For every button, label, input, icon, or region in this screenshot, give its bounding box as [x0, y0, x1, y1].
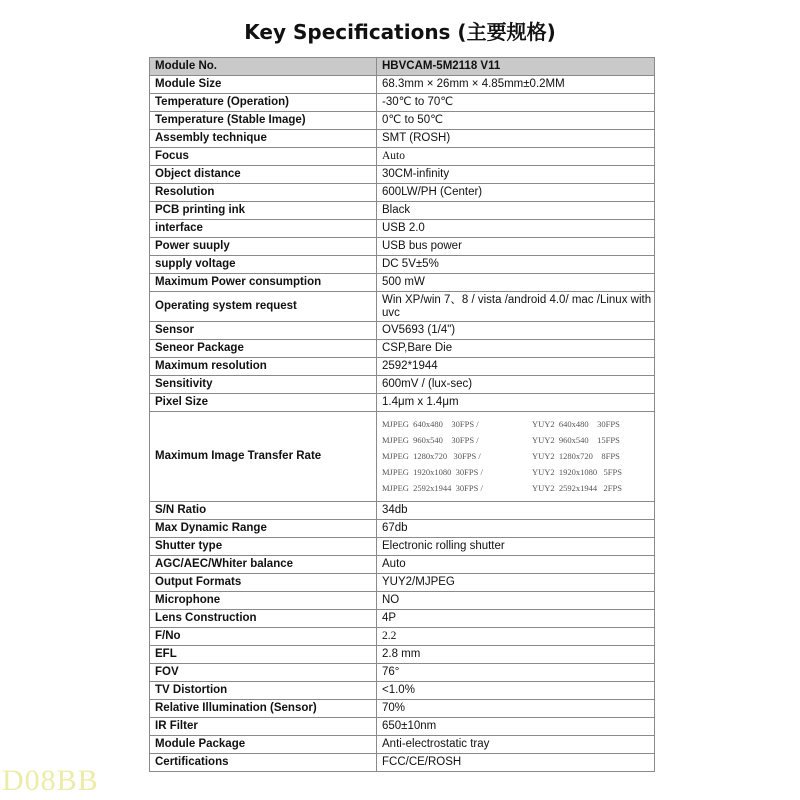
spec-label: Sensor [150, 322, 377, 340]
spec-row-agc-aec [150, 556, 655, 574]
spec-value: 2.8 mm [377, 646, 655, 664]
spec-value: NO [377, 592, 655, 610]
spec-row-sensor [150, 322, 655, 340]
spec-value: Win XP/win 7、8 / vista /android 4.0/ mac /Linux with uvc [377, 292, 655, 322]
rate-mjpeg: MJPEG 2592x1944 30FPS / [382, 483, 483, 493]
spec-label: AGC/AEC/Whiter balance [150, 556, 377, 574]
spec-value: 2592*1944 [377, 358, 655, 376]
rate-mjpeg: MJPEG 1920x1080 30FPS / [382, 467, 483, 477]
spec-label: Lens Construction [150, 610, 377, 628]
spec-label: IR Filter [150, 718, 377, 736]
rate-mjpeg: MJPEG 640x480 30FPS / [382, 419, 479, 429]
spec-label: Relative Illumination (Sensor) [150, 700, 377, 718]
spec-row-interface [150, 220, 655, 238]
spec-row-module-package [150, 736, 655, 754]
rate-mjpeg: MJPEG 1280x720 30FPS / [382, 451, 481, 461]
spec-value: <1.0% [377, 682, 655, 700]
spec-label: Power suuply [150, 238, 377, 256]
spec-label: Certifications [150, 754, 377, 772]
spec-label: Sensitivity [150, 376, 377, 394]
spec-row-os-request [150, 292, 655, 322]
spec-row-relative-illumination [150, 700, 655, 718]
spec-label: Shutter type [150, 538, 377, 556]
spec-row-supply-voltage [150, 256, 655, 274]
page-title: Key Specifications (主要规格) [244, 20, 556, 44]
spec-row-pcb-ink [150, 202, 655, 220]
spec-label: S/N Ratio [150, 502, 377, 520]
spec-label: Operating system request [150, 292, 377, 322]
spec-value: OV5693 (1/4") [377, 322, 655, 340]
spec-row-microphone [150, 592, 655, 610]
spec-value: Auto [377, 148, 655, 166]
spec-value: Auto [377, 556, 655, 574]
spec-value: 2.2 [377, 628, 655, 646]
spec-value: CSP,Bare Die [377, 340, 655, 358]
spec-row-power-consumption [150, 274, 655, 292]
spec-value: 500 mW [377, 274, 655, 292]
spec-value: 76° [377, 664, 655, 682]
spec-row-tv-distortion [150, 682, 655, 700]
spec-value: -30℃ to 70℃ [377, 94, 655, 112]
spec-value: 600LW/PH (Center) [377, 184, 655, 202]
spec-value: DC 5V±5% [377, 256, 655, 274]
spec-row-sn-ratio [150, 502, 655, 520]
spec-label: Temperature (Operation) [150, 94, 377, 112]
spec-value: 67db [377, 520, 655, 538]
spec-label: supply voltage [150, 256, 377, 274]
table-header-row [150, 58, 655, 76]
spec-value: 0℃ to 50℃ [377, 112, 655, 130]
spec-label: Module Size [150, 76, 377, 94]
spec-value: Electronic rolling shutter [377, 538, 655, 556]
module-no-label: Module No. [150, 58, 377, 76]
spec-row-fov [150, 664, 655, 682]
spec-label: Assembly technique [150, 130, 377, 148]
spec-value: YUY2/MJPEG [377, 574, 655, 592]
spec-label: Maximum Image Transfer Rate [150, 412, 377, 502]
spec-row-temp-stable [150, 112, 655, 130]
spec-label: Module Package [150, 736, 377, 754]
spec-value: 30CM-infinity [377, 166, 655, 184]
watermark-text: D08BB [2, 764, 99, 797]
spec-row-f-no [150, 628, 655, 646]
spec-label: Seneor Package [150, 340, 377, 358]
spec-row-focus [150, 148, 655, 166]
spec-label: F/No [150, 628, 377, 646]
rate-yuy2: YUY2 1280x720 8FPS [532, 451, 620, 461]
spec-value: FCC/CE/ROSH [377, 754, 655, 772]
spec-row-assembly [150, 130, 655, 148]
spec-row-object-distance [150, 166, 655, 184]
spec-row-ir-filter [150, 718, 655, 736]
spec-value: USB 2.0 [377, 220, 655, 238]
rate-yuy2: YUY2 2592x1944 2FPS [532, 483, 622, 493]
spec-label: Resolution [150, 184, 377, 202]
spec-row-dynamic-range [150, 520, 655, 538]
rate-yuy2: YUY2 1920x1080 5FPS [532, 467, 622, 477]
module-no-value: HBVCAM-5M2118 V11 [377, 58, 655, 76]
spec-value: Black [377, 202, 655, 220]
transfer-rate-cell [377, 412, 655, 502]
spec-row-pixel-size [150, 394, 655, 412]
spec-label: Maximum Power consumption [150, 274, 377, 292]
spec-row-module-size [150, 76, 655, 94]
spec-row-output-formats [150, 574, 655, 592]
spec-row-efl [150, 646, 655, 664]
spec-label: FOV [150, 664, 377, 682]
rate-yuy2: YUY2 960x540 15FPS [532, 435, 620, 445]
rate-mjpeg: MJPEG 960x540 30FPS / [382, 435, 479, 445]
spec-value: 34db [377, 502, 655, 520]
spec-label: Focus [150, 148, 377, 166]
spec-value: Anti-electrostatic tray [377, 736, 655, 754]
transfer-rate-grid [382, 418, 654, 495]
spec-row-power-supply [150, 238, 655, 256]
spec-value: 1.4μm x 1.4μm [377, 394, 655, 412]
spec-row-resolution [150, 184, 655, 202]
spec-label: Microphone [150, 592, 377, 610]
spec-row-sensitivity [150, 376, 655, 394]
spec-row-max-resolution [150, 358, 655, 376]
spec-row-lens-construction [150, 610, 655, 628]
spec-value: USB bus power [377, 238, 655, 256]
spec-label: Maximum resolution [150, 358, 377, 376]
spec-row-sensor-package [150, 340, 655, 358]
spec-row-certifications [150, 754, 655, 772]
spec-label: Output Formats [150, 574, 377, 592]
spec-value: 68.3mm × 26mm × 4.85mm±0.2MM [377, 76, 655, 94]
spec-table [149, 57, 655, 772]
spec-label: Temperature (Stable Image) [150, 112, 377, 130]
spec-label: EFL [150, 646, 377, 664]
spec-value: 70% [377, 700, 655, 718]
spec-label: Object distance [150, 166, 377, 184]
spec-row-temp-operation [150, 94, 655, 112]
spec-label: interface [150, 220, 377, 238]
spec-label: TV Distortion [150, 682, 377, 700]
rate-yuy2: YUY2 640x480 30FPS [532, 419, 620, 429]
spec-row-transfer-rate [150, 412, 655, 502]
spec-value: 600mV / (lux-sec) [377, 376, 655, 394]
spec-value: SMT (ROSH) [377, 130, 655, 148]
spec-label: Pixel Size [150, 394, 377, 412]
spec-label: PCB printing ink [150, 202, 377, 220]
spec-value: 650±10nm [377, 718, 655, 736]
spec-value: 4P [377, 610, 655, 628]
spec-label: Max Dynamic Range [150, 520, 377, 538]
spec-row-shutter-type [150, 538, 655, 556]
